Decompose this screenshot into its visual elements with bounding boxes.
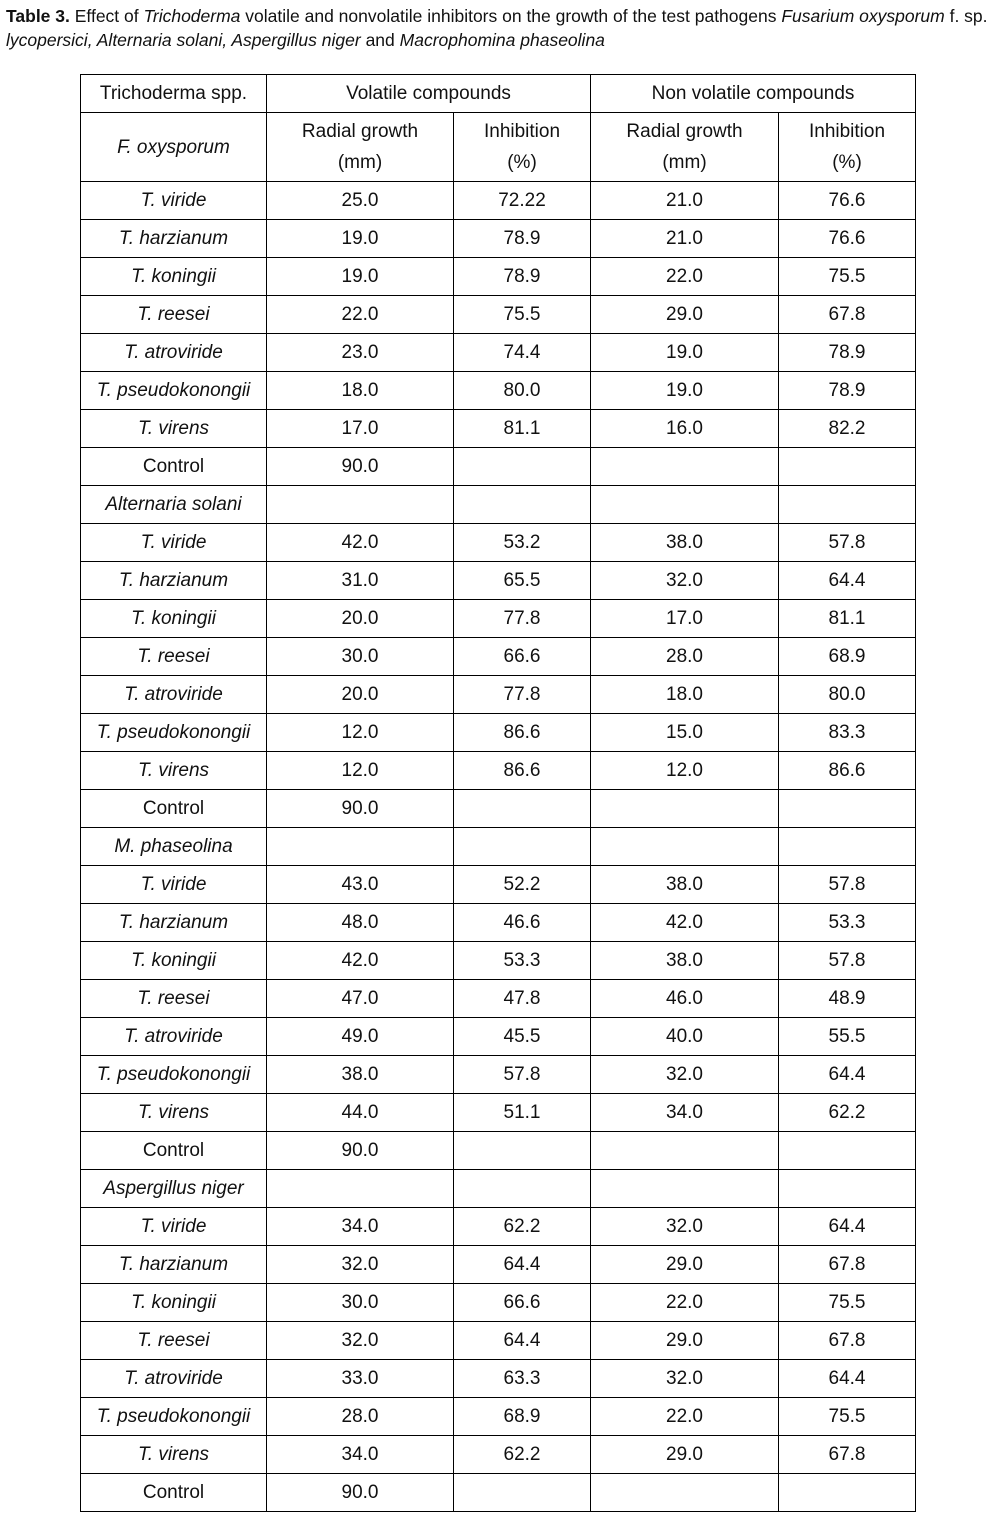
nonvolatile-radial-growth-cell: 17.0 <box>591 600 779 638</box>
nonvolatile-inhibition-cell: 64.4 <box>779 562 916 600</box>
volatile-inhibition-cell: 62.2 <box>454 1436 591 1474</box>
nonvolatile-inhibition-cell: 81.1 <box>779 600 916 638</box>
nonvolatile-radial-growth-cell <box>591 1474 779 1512</box>
table-row <box>81 1436 916 1474</box>
caption-species: Fusarium oxysporum <box>781 6 945 26</box>
nonvolatile-radial-growth-cell: 29.0 <box>591 1246 779 1284</box>
empty-cell <box>591 486 779 524</box>
table-row <box>81 676 916 714</box>
section-title-f-oxysporum: F. oxysporum <box>81 113 267 182</box>
species-cell: T. atroviride <box>81 676 267 714</box>
table-row <box>81 942 916 980</box>
species-cell: T. viride <box>81 182 267 220</box>
species-cell: T. koningii <box>81 600 267 638</box>
volatile-inhibition-cell: 77.8 <box>454 676 591 714</box>
volatile-inhibition-cell: 72.22 <box>454 182 591 220</box>
nonvolatile-radial-growth-cell: 21.0 <box>591 220 779 258</box>
species-cell: T. harzianum <box>81 220 267 258</box>
volatile-radial-growth-cell: 47.0 <box>267 980 454 1018</box>
nonvolatile-inhibition-cell: 67.8 <box>779 1322 916 1360</box>
nonvolatile-radial-growth-cell: 15.0 <box>591 714 779 752</box>
table-row <box>81 296 916 334</box>
volatile-inhibition-cell: 66.6 <box>454 638 591 676</box>
caption-text: and <box>360 30 400 50</box>
table-row <box>81 372 916 410</box>
species-cell: T. pseudokonongii <box>81 1056 267 1094</box>
empty-cell <box>779 1170 916 1208</box>
header-row <box>81 75 916 113</box>
nonvolatile-inhibition-cell: 75.5 <box>779 1284 916 1322</box>
nonvolatile-radial-growth-cell: 38.0 <box>591 524 779 562</box>
nonvolatile-radial-growth-cell: 18.0 <box>591 676 779 714</box>
volatile-radial-growth-cell: 20.0 <box>267 600 454 638</box>
species-cell: T. atroviride <box>81 334 267 372</box>
volatile-inhibition-cell: 47.8 <box>454 980 591 1018</box>
nonvolatile-inhibition-cell: 64.4 <box>779 1360 916 1398</box>
species-cell: T. pseudokonongii <box>81 714 267 752</box>
volatile-inhibition-cell: 77.8 <box>454 600 591 638</box>
table-row <box>81 410 916 448</box>
volatile-inhibition-cell: 51.1 <box>454 1094 591 1132</box>
table-row <box>81 752 916 790</box>
volatile-radial-growth-cell: 90.0 <box>267 1132 454 1170</box>
volatile-radial-growth-cell: 19.0 <box>267 258 454 296</box>
table-row <box>81 980 916 1018</box>
volatile-inhibition-cell: 52.2 <box>454 866 591 904</box>
volatile-inhibition-cell: 46.6 <box>454 904 591 942</box>
section-row <box>81 486 916 524</box>
table-row <box>81 638 916 676</box>
nonvolatile-radial-growth-cell: 46.0 <box>591 980 779 1018</box>
volatile-radial-growth-cell: 34.0 <box>267 1208 454 1246</box>
species-cell: T. atroviride <box>81 1018 267 1056</box>
subheader-inhibition: Inhibition (%) <box>454 113 591 182</box>
nonvolatile-radial-growth-cell: 22.0 <box>591 1398 779 1436</box>
volatile-radial-growth-cell: 17.0 <box>267 410 454 448</box>
table-row <box>81 334 916 372</box>
nonvolatile-inhibition-cell: 82.2 <box>779 410 916 448</box>
volatile-inhibition-cell <box>454 448 591 486</box>
nonvolatile-radial-growth-cell: 29.0 <box>591 296 779 334</box>
species-cell: Control <box>81 790 267 828</box>
table-row <box>81 600 916 638</box>
caption-genus: Trichoderma <box>143 6 241 26</box>
nonvolatile-inhibition-cell: 64.4 <box>779 1056 916 1094</box>
nonvolatile-radial-growth-cell: 29.0 <box>591 1436 779 1474</box>
nonvolatile-radial-growth-cell: 19.0 <box>591 372 779 410</box>
table-row <box>81 1018 916 1056</box>
nonvolatile-inhibition-cell: 55.5 <box>779 1018 916 1056</box>
volatile-inhibition-cell: 78.9 <box>454 258 591 296</box>
nonvolatile-radial-growth-cell: 40.0 <box>591 1018 779 1056</box>
empty-cell <box>591 1170 779 1208</box>
species-cell: Control <box>81 1474 267 1512</box>
nonvolatile-inhibition-cell: 62.2 <box>779 1094 916 1132</box>
nonvolatile-radial-growth-cell <box>591 790 779 828</box>
nonvolatile-inhibition-cell: 48.9 <box>779 980 916 1018</box>
volatile-radial-growth-cell: 42.0 <box>267 942 454 980</box>
table-row <box>81 1132 916 1170</box>
volatile-radial-growth-cell: 12.0 <box>267 752 454 790</box>
volatile-radial-growth-cell: 18.0 <box>267 372 454 410</box>
nonvolatile-inhibition-cell <box>779 448 916 486</box>
volatile-inhibition-cell <box>454 790 591 828</box>
nonvolatile-inhibition-cell: 76.6 <box>779 220 916 258</box>
volatile-radial-growth-cell: 19.0 <box>267 220 454 258</box>
table-row <box>81 220 916 258</box>
species-cell: Control <box>81 1132 267 1170</box>
volatile-inhibition-cell: 63.3 <box>454 1360 591 1398</box>
nonvolatile-inhibition-cell <box>779 1474 916 1512</box>
nonvolatile-inhibition-cell: 68.9 <box>779 638 916 676</box>
volatile-radial-growth-cell: 30.0 <box>267 1284 454 1322</box>
nonvolatile-radial-growth-cell: 32.0 <box>591 1056 779 1094</box>
table-row <box>81 790 916 828</box>
nonvolatile-radial-growth-cell: 38.0 <box>591 942 779 980</box>
volatile-inhibition-cell: 68.9 <box>454 1398 591 1436</box>
section-row <box>81 1170 916 1208</box>
nonvolatile-radial-growth-cell: 22.0 <box>591 1284 779 1322</box>
nonvolatile-inhibition-cell: 76.6 <box>779 182 916 220</box>
nonvolatile-radial-growth-cell <box>591 1132 779 1170</box>
table-row <box>81 714 916 752</box>
nonvolatile-radial-growth-cell: 22.0 <box>591 258 779 296</box>
volatile-radial-growth-cell: 31.0 <box>267 562 454 600</box>
nonvolatile-radial-growth-cell: 32.0 <box>591 562 779 600</box>
empty-cell <box>454 828 591 866</box>
subheader-row <box>81 113 916 182</box>
table-row <box>81 1322 916 1360</box>
volatile-inhibition-cell: 74.4 <box>454 334 591 372</box>
section-title: Alternaria solani <box>81 486 267 524</box>
volatile-inhibition-cell: 65.5 <box>454 562 591 600</box>
species-cell: T. virens <box>81 410 267 448</box>
table-caption <box>6 4 996 52</box>
volatile-radial-growth-cell: 30.0 <box>267 638 454 676</box>
nonvolatile-radial-growth-cell: 32.0 <box>591 1360 779 1398</box>
volatile-radial-growth-cell: 32.0 <box>267 1246 454 1284</box>
species-cell: T. viride <box>81 524 267 562</box>
species-cell: T. koningii <box>81 258 267 296</box>
nonvolatile-inhibition-cell <box>779 790 916 828</box>
nonvolatile-radial-growth-cell: 16.0 <box>591 410 779 448</box>
volatile-inhibition-cell <box>454 1474 591 1512</box>
nonvolatile-radial-growth-cell: 38.0 <box>591 866 779 904</box>
nonvolatile-inhibition-cell: 64.4 <box>779 1208 916 1246</box>
table-row <box>81 1246 916 1284</box>
volatile-inhibition-cell: 86.6 <box>454 752 591 790</box>
table-row <box>81 524 916 562</box>
species-cell: T. harzianum <box>81 904 267 942</box>
nonvolatile-inhibition-cell: 57.8 <box>779 524 916 562</box>
header-nonvolatile: Non volatile compounds <box>591 75 916 113</box>
species-cell: T. reesei <box>81 1322 267 1360</box>
volatile-radial-growth-cell: 43.0 <box>267 866 454 904</box>
header-species: Trichoderma spp. <box>81 75 267 113</box>
volatile-radial-growth-cell: 23.0 <box>267 334 454 372</box>
volatile-radial-growth-cell: 90.0 <box>267 790 454 828</box>
species-cell: T. reesei <box>81 980 267 1018</box>
nonvolatile-radial-growth-cell: 28.0 <box>591 638 779 676</box>
nonvolatile-radial-growth-cell <box>591 448 779 486</box>
table-row <box>81 904 916 942</box>
volatile-inhibition-cell: 64.4 <box>454 1246 591 1284</box>
volatile-radial-growth-cell: 20.0 <box>267 676 454 714</box>
volatile-inhibition-cell: 80.0 <box>454 372 591 410</box>
species-cell: T. virens <box>81 1436 267 1474</box>
table-row <box>81 1094 916 1132</box>
nonvolatile-inhibition-cell: 83.3 <box>779 714 916 752</box>
volatile-radial-growth-cell: 48.0 <box>267 904 454 942</box>
nonvolatile-inhibition-cell: 67.8 <box>779 1436 916 1474</box>
nonvolatile-inhibition-cell: 86.6 <box>779 752 916 790</box>
table-row <box>81 1208 916 1246</box>
species-cell: T. viride <box>81 866 267 904</box>
subheader-inhibition: Inhibition (%) <box>779 113 916 182</box>
nonvolatile-inhibition-cell: 75.5 <box>779 258 916 296</box>
empty-cell <box>454 1170 591 1208</box>
results-table <box>80 74 916 1512</box>
nonvolatile-inhibition-cell: 67.8 <box>779 296 916 334</box>
nonvolatile-radial-growth-cell: 34.0 <box>591 1094 779 1132</box>
volatile-radial-growth-cell: 49.0 <box>267 1018 454 1056</box>
species-cell: T. pseudokonongii <box>81 1398 267 1436</box>
empty-cell <box>267 1170 454 1208</box>
volatile-inhibition-cell: 78.9 <box>454 220 591 258</box>
caption-species: Macrophomina phaseolina <box>399 30 605 50</box>
volatile-radial-growth-cell: 32.0 <box>267 1322 454 1360</box>
header-volatile: Volatile compounds <box>267 75 591 113</box>
nonvolatile-inhibition-cell: 53.3 <box>779 904 916 942</box>
volatile-inhibition-cell: 53.3 <box>454 942 591 980</box>
empty-cell <box>591 828 779 866</box>
volatile-inhibition-cell: 86.6 <box>454 714 591 752</box>
table-row <box>81 258 916 296</box>
volatile-inhibition-cell: 81.1 <box>454 410 591 448</box>
nonvolatile-radial-growth-cell: 42.0 <box>591 904 779 942</box>
volatile-inhibition-cell: 57.8 <box>454 1056 591 1094</box>
table-row <box>81 562 916 600</box>
species-cell: T. harzianum <box>81 562 267 600</box>
nonvolatile-inhibition-cell: 78.9 <box>779 372 916 410</box>
species-cell: T. atroviride <box>81 1360 267 1398</box>
table-row <box>81 1474 916 1512</box>
table-row <box>81 448 916 486</box>
species-cell: T. reesei <box>81 638 267 676</box>
subheader-radial-growth: Radial growth (mm) <box>591 113 779 182</box>
volatile-radial-growth-cell: 90.0 <box>267 448 454 486</box>
species-cell: T. harzianum <box>81 1246 267 1284</box>
species-cell: T. virens <box>81 752 267 790</box>
caption-text: volatile and nonvolatile inhibitors on the growth of the test pathogens <box>240 6 782 26</box>
nonvolatile-radial-growth-cell: 21.0 <box>591 182 779 220</box>
table-row <box>81 1284 916 1322</box>
nonvolatile-inhibition-cell: 67.8 <box>779 1246 916 1284</box>
table-row <box>81 1398 916 1436</box>
table-body <box>81 182 916 1512</box>
table-row <box>81 1360 916 1398</box>
species-cell: T. viride <box>81 1208 267 1246</box>
volatile-radial-growth-cell: 28.0 <box>267 1398 454 1436</box>
volatile-radial-growth-cell: 12.0 <box>267 714 454 752</box>
species-cell: T. koningii <box>81 1284 267 1322</box>
species-cell: T. reesei <box>81 296 267 334</box>
section-title: M. phaseolina <box>81 828 267 866</box>
volatile-radial-growth-cell: 25.0 <box>267 182 454 220</box>
nonvolatile-radial-growth-cell: 32.0 <box>591 1208 779 1246</box>
nonvolatile-inhibition-cell: 57.8 <box>779 942 916 980</box>
empty-cell <box>454 486 591 524</box>
volatile-radial-growth-cell: 90.0 <box>267 1474 454 1512</box>
volatile-inhibition-cell: 45.5 <box>454 1018 591 1056</box>
empty-cell <box>267 828 454 866</box>
nonvolatile-radial-growth-cell: 12.0 <box>591 752 779 790</box>
volatile-radial-growth-cell: 44.0 <box>267 1094 454 1132</box>
nonvolatile-radial-growth-cell: 29.0 <box>591 1322 779 1360</box>
caption-label: Table 3. <box>6 6 70 26</box>
volatile-radial-growth-cell: 22.0 <box>267 296 454 334</box>
empty-cell <box>779 828 916 866</box>
species-cell: T. pseudokonongii <box>81 372 267 410</box>
volatile-inhibition-cell: 66.6 <box>454 1284 591 1322</box>
subheader-radial-growth: Radial growth (mm) <box>267 113 454 182</box>
nonvolatile-inhibition-cell: 57.8 <box>779 866 916 904</box>
volatile-radial-growth-cell: 34.0 <box>267 1436 454 1474</box>
volatile-inhibition-cell: 53.2 <box>454 524 591 562</box>
table-row <box>81 182 916 220</box>
volatile-inhibition-cell <box>454 1132 591 1170</box>
nonvolatile-inhibition-cell: 75.5 <box>779 1398 916 1436</box>
nonvolatile-inhibition-cell: 78.9 <box>779 334 916 372</box>
volatile-inhibition-cell: 62.2 <box>454 1208 591 1246</box>
volatile-radial-growth-cell: 33.0 <box>267 1360 454 1398</box>
nonvolatile-inhibition-cell: 80.0 <box>779 676 916 714</box>
volatile-radial-growth-cell: 42.0 <box>267 524 454 562</box>
table-row <box>81 866 916 904</box>
volatile-radial-growth-cell: 38.0 <box>267 1056 454 1094</box>
section-title: Aspergillus niger <box>81 1170 267 1208</box>
nonvolatile-inhibition-cell <box>779 1132 916 1170</box>
caption-species: lycopersici, Alternaria solani, Aspergillus niger <box>6 30 361 50</box>
caption-text: f. sp. <box>944 6 988 26</box>
section-row <box>81 828 916 866</box>
volatile-inhibition-cell: 64.4 <box>454 1322 591 1360</box>
species-cell: Control <box>81 448 267 486</box>
volatile-inhibition-cell: 75.5 <box>454 296 591 334</box>
nonvolatile-radial-growth-cell: 19.0 <box>591 334 779 372</box>
caption-text: Effect of <box>69 6 144 26</box>
empty-cell <box>267 486 454 524</box>
empty-cell <box>779 486 916 524</box>
species-cell: T. virens <box>81 1094 267 1132</box>
table-row <box>81 1056 916 1094</box>
species-cell: T. koningii <box>81 942 267 980</box>
